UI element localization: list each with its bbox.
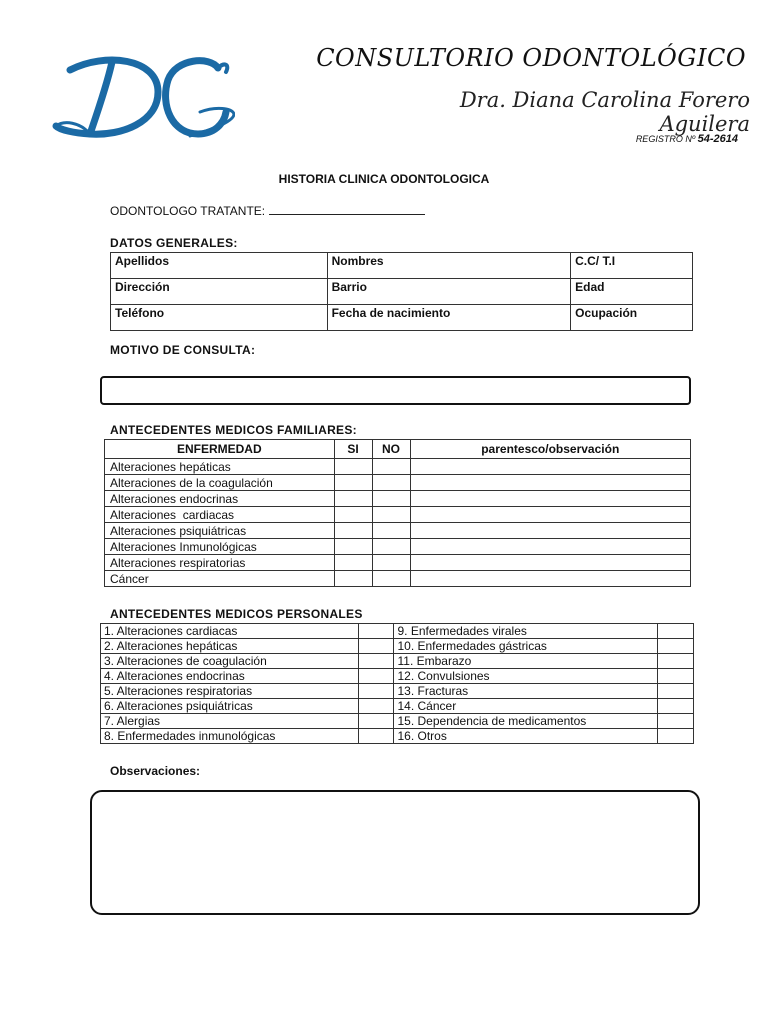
si-cell[interactable] <box>334 571 372 587</box>
field-apellidos[interactable]: Apellidos <box>111 253 328 279</box>
field-telefono[interactable]: Teléfono <box>111 305 328 331</box>
condition-label: 4. Alteraciones endocrinas <box>101 669 359 684</box>
check-cell[interactable] <box>658 684 694 699</box>
field-edad[interactable]: Edad <box>571 279 693 305</box>
table-row <box>105 507 691 523</box>
check-cell[interactable] <box>658 699 694 714</box>
observacion-cell[interactable] <box>410 555 691 571</box>
observacion-cell[interactable] <box>410 539 691 555</box>
disease-label: Alteraciones respiratorias <box>105 555 335 571</box>
check-cell[interactable] <box>658 639 694 654</box>
antecedentes-personales-table <box>100 623 694 744</box>
logo-g-arc <box>166 61 226 134</box>
no-cell[interactable] <box>372 555 410 571</box>
condition-label: 1. Alteraciones cardiacas <box>101 624 359 639</box>
observaciones-title: Observaciones: <box>110 764 201 778</box>
observacion-cell[interactable] <box>410 475 691 491</box>
no-cell[interactable] <box>372 539 410 555</box>
table-row <box>101 654 694 669</box>
si-cell[interactable] <box>334 539 372 555</box>
check-cell[interactable] <box>658 624 694 639</box>
tratante-field[interactable] <box>110 204 425 218</box>
observacion-cell[interactable] <box>410 491 691 507</box>
motivo-consulta-input[interactable] <box>100 376 691 405</box>
check-cell[interactable] <box>358 729 394 744</box>
field-fecha-nacimiento[interactable]: Fecha de nacimiento <box>327 305 571 331</box>
antecedentes-familiares-table <box>104 439 691 587</box>
table-row <box>105 523 691 539</box>
table-header-row <box>105 440 691 459</box>
disease-label: Alteraciones endocrinas <box>105 491 335 507</box>
table-row <box>101 714 694 729</box>
condition-label: 9. Enfermedades virales <box>394 624 658 639</box>
tratante-label: ODONTOLOGO TRATANTE: <box>110 204 266 218</box>
condition-label: 7. Alergias <box>101 714 359 729</box>
check-cell[interactable] <box>358 714 394 729</box>
condition-label: 10. Enfermedades gástricas <box>394 639 658 654</box>
disease-label: Alteraciones hepáticas <box>105 459 335 475</box>
table-row <box>101 684 694 699</box>
si-cell[interactable] <box>334 459 372 475</box>
disease-label: Cáncer <box>105 571 335 587</box>
clinic-title: CONSULTORIO ODONTOLÓGICO <box>316 44 746 72</box>
table-row <box>101 729 694 744</box>
condition-label: 5. Alteraciones respiratorias <box>101 684 359 699</box>
condition-label: 3. Alteraciones de coagulación <box>101 654 359 669</box>
doctor-name: Dra. Diana Carolina Forero Aguilera <box>459 88 750 136</box>
field-barrio[interactable]: Barrio <box>327 279 571 305</box>
condition-label: 8. Enfermedades inmunológicas <box>101 729 359 744</box>
col-parentesco: parentesco/observación <box>410 440 691 459</box>
condition-label: 12. Convulsiones <box>394 669 658 684</box>
col-enfermedad: ENFERMEDAD <box>105 440 335 459</box>
col-si: SI <box>334 440 372 459</box>
table-row <box>105 491 691 507</box>
condition-label: 2. Alteraciones hepáticas <box>101 639 359 654</box>
table-row <box>111 253 693 279</box>
disease-label: Alteraciones cardiacas <box>105 507 335 523</box>
observacion-cell[interactable] <box>410 459 691 475</box>
check-cell[interactable] <box>658 669 694 684</box>
table-row <box>105 459 691 475</box>
table-row <box>101 699 694 714</box>
si-cell[interactable] <box>334 507 372 523</box>
antecedentes-personales-title: ANTECEDENTES MEDICOS PERSONALES <box>110 607 363 621</box>
motivo-consulta-title: MOTIVO DE CONSULTA: <box>110 343 256 357</box>
check-cell[interactable] <box>358 684 394 699</box>
no-cell[interactable] <box>372 571 410 587</box>
datos-generales-table <box>110 252 693 331</box>
registro-number: 54-2614 <box>697 133 738 145</box>
logo-d-stem <box>90 62 112 134</box>
no-cell[interactable] <box>372 523 410 539</box>
condition-label: 15. Dependencia de medicamentos <box>394 714 658 729</box>
dg-logo <box>50 50 235 142</box>
si-cell[interactable] <box>334 491 372 507</box>
observacion-cell[interactable] <box>410 507 691 523</box>
si-cell[interactable] <box>334 555 372 571</box>
antecedentes-familiares-title: ANTECEDENTES MEDICOS FAMILIARES: <box>110 423 357 437</box>
table-row <box>105 555 691 571</box>
field-ocupacion[interactable]: Ocupación <box>571 305 693 331</box>
si-cell[interactable] <box>334 475 372 491</box>
table-row <box>101 639 694 654</box>
table-row <box>111 305 693 331</box>
disease-label: Alteraciones Inmunológicas <box>105 539 335 555</box>
table-row <box>101 669 694 684</box>
check-cell[interactable] <box>358 654 394 669</box>
document-title: HISTORIA CLINICA ODONTOLOGICA <box>278 172 490 186</box>
registro <box>560 133 738 145</box>
condition-label: 13. Fracturas <box>394 684 658 699</box>
col-no: NO <box>372 440 410 459</box>
no-cell[interactable] <box>372 507 410 523</box>
table-row <box>101 624 694 639</box>
observacion-cell[interactable] <box>410 523 691 539</box>
datos-generales-title: DATOS GENERALES: <box>110 236 238 250</box>
check-cell[interactable] <box>658 729 694 744</box>
table-row <box>105 539 691 555</box>
field-nombres[interactable]: Nombres <box>327 253 571 279</box>
check-cell[interactable] <box>358 699 394 714</box>
condition-label: 16. Otros <box>394 729 658 744</box>
observacion-cell[interactable] <box>410 571 691 587</box>
disease-label: Alteraciones de la coagulación <box>105 475 335 491</box>
no-cell[interactable] <box>372 459 410 475</box>
field-cc-ti[interactable]: C.C/ T.I <box>571 253 693 279</box>
table-row <box>111 279 693 305</box>
condition-label: 14. Cáncer <box>394 699 658 714</box>
si-cell[interactable] <box>334 523 372 539</box>
no-cell[interactable] <box>372 475 410 491</box>
field-direccion[interactable]: Dirección <box>111 279 328 305</box>
table-row <box>105 571 691 587</box>
check-cell[interactable] <box>658 654 694 669</box>
check-cell[interactable] <box>358 639 394 654</box>
check-cell[interactable] <box>358 624 394 639</box>
disease-label: Alteraciones psiquiátricas <box>105 523 335 539</box>
tratante-blank-line[interactable] <box>269 204 425 215</box>
condition-label: 11. Embarazo <box>394 654 658 669</box>
check-cell[interactable] <box>358 669 394 684</box>
observaciones-input[interactable] <box>90 790 700 915</box>
no-cell[interactable] <box>372 491 410 507</box>
registro-label: REGISTRO Nº <box>635 134 696 144</box>
condition-label: 6. Alteraciones psiquiátricas <box>101 699 359 714</box>
table-row <box>105 475 691 491</box>
check-cell[interactable] <box>658 714 694 729</box>
